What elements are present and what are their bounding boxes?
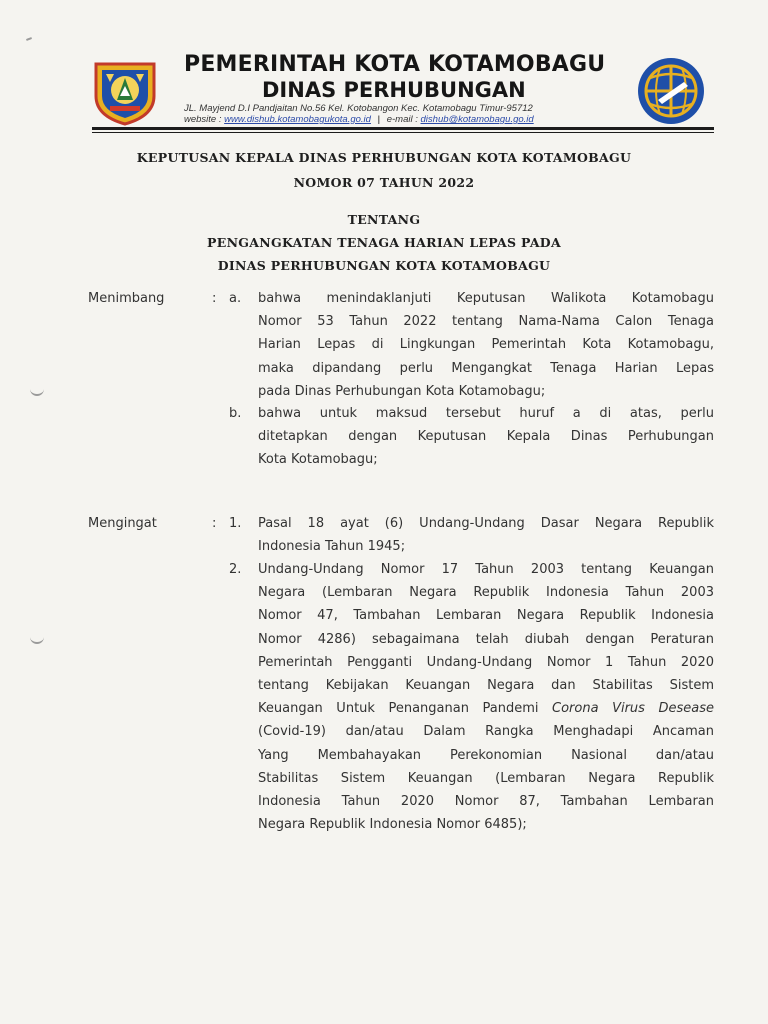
letterhead-rule-thick — [92, 127, 714, 130]
menimbang-item-a-marker: a. — [229, 291, 242, 306]
website-link[interactable]: www.dishub.kotamobagukota.go.id — [224, 114, 371, 125]
text-line: Yang Membahayakan Perekonomian Nasional dan/atau — [258, 747, 714, 763]
punch-hole-mark — [30, 634, 44, 644]
mengingat-colon: : — [212, 516, 217, 531]
email-label: e-mail : — [386, 114, 418, 125]
letterhead-address: JL. Mayjend D.I Pandjaitan No.56 Kel. Kotobangon Kec. Kotamobagu Timur-95712 — [184, 103, 533, 114]
email-link[interactable]: dishub@kotamobagu.go.id — [420, 114, 534, 125]
perhubungan-emblem-logo — [636, 56, 706, 126]
text-line: Pemerintah Pengganti Undang-Undang Nomor 1 Tahun 2020 — [258, 654, 714, 670]
text-line: Pasal 18 ayat (6) Undang-Undang Dasar Negara Republik — [258, 516, 714, 531]
text-line: Kota Kotamobagu; — [258, 452, 378, 468]
mengingat-item-2-marker: 2. — [229, 562, 242, 577]
website-label: website : — [184, 114, 222, 125]
decree-number: NOMOR 07 TAHUN 2022 — [293, 175, 475, 190]
menimbang-item-b-marker: b. — [229, 406, 242, 421]
text-line: Negara (Lembaran Negara Republik Indonesia Tahun 2003 — [258, 585, 714, 601]
text-line: Stabilitas Sistem Keuangan (Lembaran Negara Republik — [258, 770, 714, 786]
menimbang-label: Menimbang — [88, 291, 165, 306]
letterhead-rule-thin — [92, 132, 714, 133]
text-line: Nomor 47, Tambahan Lembaran Negara Republik Indonesia — [258, 608, 714, 624]
text-line: ditetapkan dengan Keputusan Kepala Dinas Perhubungan — [258, 429, 714, 445]
text-line: (Covid-19) dan/atau Dalam Rangka Menghadapi Ancaman — [258, 724, 714, 740]
text-line: Nomor 53 Tahun 2022 tentang Nama-Nama Calon Tenaga — [258, 314, 714, 330]
text-line — [258, 697, 714, 720]
kotamobagu-emblem-logo — [92, 56, 158, 126]
menimbang-item-b-text — [258, 402, 714, 472]
scan-speck — [26, 37, 32, 41]
text-line: Indonesia Tahun 2020 Nomor 87, Tambahan Lembaran — [258, 794, 714, 810]
contact-separator: | — [377, 114, 381, 125]
mengingat-item-1-marker: 1. — [229, 516, 242, 531]
letterhead-department: DINAS PERHUBUNGAN — [262, 78, 526, 102]
menimbang-item-a-text — [258, 287, 714, 403]
decree-title: KEPUTUSAN KEPALA DINAS PERHUBUNGAN KOTA KOTAMOBAGU — [136, 150, 632, 165]
text-line: Undang-Undang Nomor 17 Tahun 2003 tentang Keuangan — [258, 562, 714, 577]
text-line: Nomor 4286) sebagaimana telah diubah dengan Peraturan — [258, 631, 714, 647]
text-line-start: Keuangan Untuk Penanganan Pandemi — [258, 701, 552, 717]
letterhead-title: PEMERINTAH KOTA KOTAMOBAGU — [184, 52, 606, 77]
mengingat-item-2-text — [258, 558, 714, 836]
mengingat-label: Mengingat — [88, 516, 157, 531]
text-line: bahwa untuk maksud tersebut huruf a di atas, perlu — [258, 406, 714, 421]
text-line: tentang Kebijakan Keuangan Negara dan Stabilitas Sistem — [258, 678, 714, 694]
text-line: Negara Republik Indonesia Nomor 6485); — [258, 817, 527, 833]
menimbang-colon: : — [212, 291, 217, 306]
text-line: bahwa menindaklanjuti Keputusan Walikota Kotamobagu — [258, 291, 714, 306]
decree-subject-line-2: DINAS PERHUBUNGAN KOTA KOTAMOBAGU — [217, 258, 551, 273]
text-line: Harian Lepas di Lingkungan Pemerintah Kota Kotamobagu, — [258, 337, 714, 353]
letterhead-contact-line — [184, 114, 534, 125]
text-line: pada Dinas Perhubungan Kota Kotamobagu; — [258, 383, 546, 399]
text-line: maka dipandang perlu Mengangkat Tenaga Harian Lepas — [258, 360, 714, 376]
punch-hole-mark — [30, 386, 44, 396]
decree-subject-line-1: PENGANGKATAN TENAGA HARIAN LEPAS PADA — [207, 235, 561, 250]
italic-term: Corona Virus Desease — [552, 701, 714, 717]
decree-about: TENTANG — [347, 212, 421, 227]
text-line: Indonesia Tahun 1945; — [258, 539, 406, 555]
mengingat-item-1-text — [258, 512, 714, 558]
